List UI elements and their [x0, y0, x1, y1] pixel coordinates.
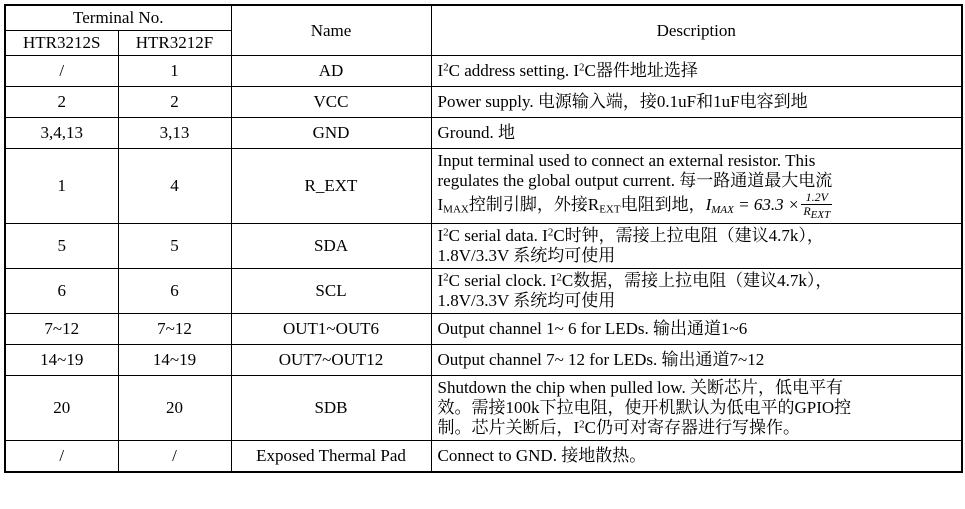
cell-name: OUT7~OUT12: [231, 345, 431, 376]
formula-den-text: R: [803, 203, 811, 218]
cell-name: Exposed Thermal Pad: [231, 441, 431, 473]
desc-line-2: 效。需接100k下拉电阻，使开机默认为低电平的GPIO控: [437, 398, 852, 418]
cell-description: [431, 376, 962, 441]
desc-text: I: [437, 61, 444, 81]
cell-description: Output channel 7~ 12 for LEDs. 输出通道7~12: [431, 345, 962, 376]
desc-sup: 2: [556, 271, 562, 284]
desc-line-2: 1.8V/3.3V 系统均可使用: [437, 246, 616, 266]
cell-name: SCL: [231, 269, 431, 314]
cell-htr3212s: 3,4,13: [5, 118, 118, 149]
formula-lhs: I: [705, 195, 712, 215]
table-row: [5, 269, 962, 314]
formula-den-sub: EXT: [810, 208, 831, 221]
table-row: [5, 345, 962, 376]
cell-htr3212f: 4: [118, 149, 231, 224]
cell-htr3212s: 5: [5, 224, 118, 269]
cell-description: [431, 149, 962, 224]
formula-numerator: 1.2V: [801, 191, 832, 205]
table-row: [5, 224, 962, 269]
table-row: [5, 118, 962, 149]
header-terminal-no: Terminal No.: [5, 5, 231, 31]
cell-htr3212f: 6: [118, 269, 231, 314]
desc-text: C serial clock. I: [448, 271, 557, 291]
desc-sub: MAX: [443, 203, 469, 216]
document-page: [0, 4, 965, 509]
cell-htr3212s: 2: [5, 87, 118, 118]
header-description: Description: [431, 5, 962, 56]
cell-htr3212f: 3,13: [118, 118, 231, 149]
cell-htr3212s: 20: [5, 376, 118, 441]
cell-description: Output channel 1~ 6 for LEDs. 输出通道1~6: [431, 314, 962, 345]
cell-htr3212s: /: [5, 441, 118, 473]
desc-text: 控制引脚，外接R: [468, 195, 600, 215]
formula-mid: = 63.3 ×: [738, 195, 800, 215]
cell-description: [431, 224, 962, 269]
desc-line-3: [438, 418, 956, 438]
desc-line-1: Shutdown the chip when pulled low. 关断芯片，低电平有: [437, 378, 843, 398]
cell-htr3212s: 14~19: [5, 345, 118, 376]
table-row: [5, 87, 962, 118]
desc-line-2: 1.8V/3.3V 系统均可使用: [437, 291, 616, 311]
cell-description: Ground. 地: [431, 118, 962, 149]
cell-name: AD: [231, 56, 431, 87]
cell-description: Power supply. 电源输入端，接0.1uF和1uF电容到地: [431, 87, 962, 118]
cell-description: [431, 269, 962, 314]
desc-text: C时钟，需接上拉电阻（建议4.7k），: [553, 226, 824, 246]
cell-htr3212s: 1: [5, 149, 118, 224]
cell-name: SDB: [231, 376, 431, 441]
desc-sup: 2: [443, 271, 449, 284]
desc-text: C address setting. I: [448, 61, 579, 81]
cell-htr3212s: 7~12: [5, 314, 118, 345]
cell-name: VCC: [231, 87, 431, 118]
desc-text: C数据，需接上拉电阻（建议4.7k），: [561, 271, 833, 291]
desc-text: 电阻到地，: [620, 195, 706, 215]
cell-name: GND: [231, 118, 431, 149]
desc-text: C serial data. I: [448, 226, 548, 246]
desc-line-1: [438, 271, 956, 291]
cell-htr3212s: 6: [5, 269, 118, 314]
desc-line-3: [438, 191, 956, 221]
table-row: [5, 314, 962, 345]
cell-name: R_EXT: [231, 149, 431, 224]
cell-htr3212f: 5: [118, 224, 231, 269]
desc-sup: 2: [579, 418, 585, 431]
cell-htr3212f: 1: [118, 56, 231, 87]
pin-description-table: [4, 4, 963, 473]
desc-text: I: [437, 195, 444, 215]
table-row: [5, 376, 962, 441]
desc-text: C仍可对寄存器进行写操作。: [584, 418, 801, 438]
desc-text: I: [437, 271, 444, 291]
desc-line-1: [438, 226, 956, 246]
table-row: [5, 56, 962, 87]
formula-denominator: [801, 205, 832, 221]
cell-description: [431, 56, 962, 87]
table-header-row-1: [5, 5, 962, 31]
desc-line-1: Input terminal used to connect an external resistor. This: [437, 151, 816, 171]
cell-htr3212f: 20: [118, 376, 231, 441]
header-name: Name: [231, 5, 431, 56]
desc-text: C器件地址选择: [584, 61, 698, 81]
cell-htr3212f: 7~12: [118, 314, 231, 345]
desc-text: 制。芯片关断后，I: [437, 418, 580, 438]
header-htr3212s: HTR3212S: [5, 31, 118, 56]
header-htr3212f: HTR3212F: [118, 31, 231, 56]
cell-htr3212f: /: [118, 441, 231, 473]
cell-name: OUT1~OUT6: [231, 314, 431, 345]
cell-htr3212f: 2: [118, 87, 231, 118]
desc-sup: 2: [547, 226, 554, 239]
desc-line-2: regulates the global output current. 每一路通道最大电流: [437, 171, 833, 191]
table-row: [5, 441, 962, 473]
desc-sup: 2: [443, 226, 449, 239]
desc-sub: EXT: [599, 203, 621, 216]
cell-htr3212s: /: [5, 56, 118, 87]
desc-sup: 2: [443, 61, 449, 74]
cell-description: Connect to GND. 接地散热。: [431, 441, 962, 473]
cell-name: SDA: [231, 224, 431, 269]
formula-fraction: [801, 191, 832, 221]
cell-htr3212f: 14~19: [118, 345, 231, 376]
desc-sup: 2: [579, 61, 585, 74]
formula: [705, 190, 835, 221]
formula-lhs-sub: MAX: [711, 203, 734, 216]
table-row: [5, 149, 962, 224]
desc-text: I: [437, 226, 444, 246]
